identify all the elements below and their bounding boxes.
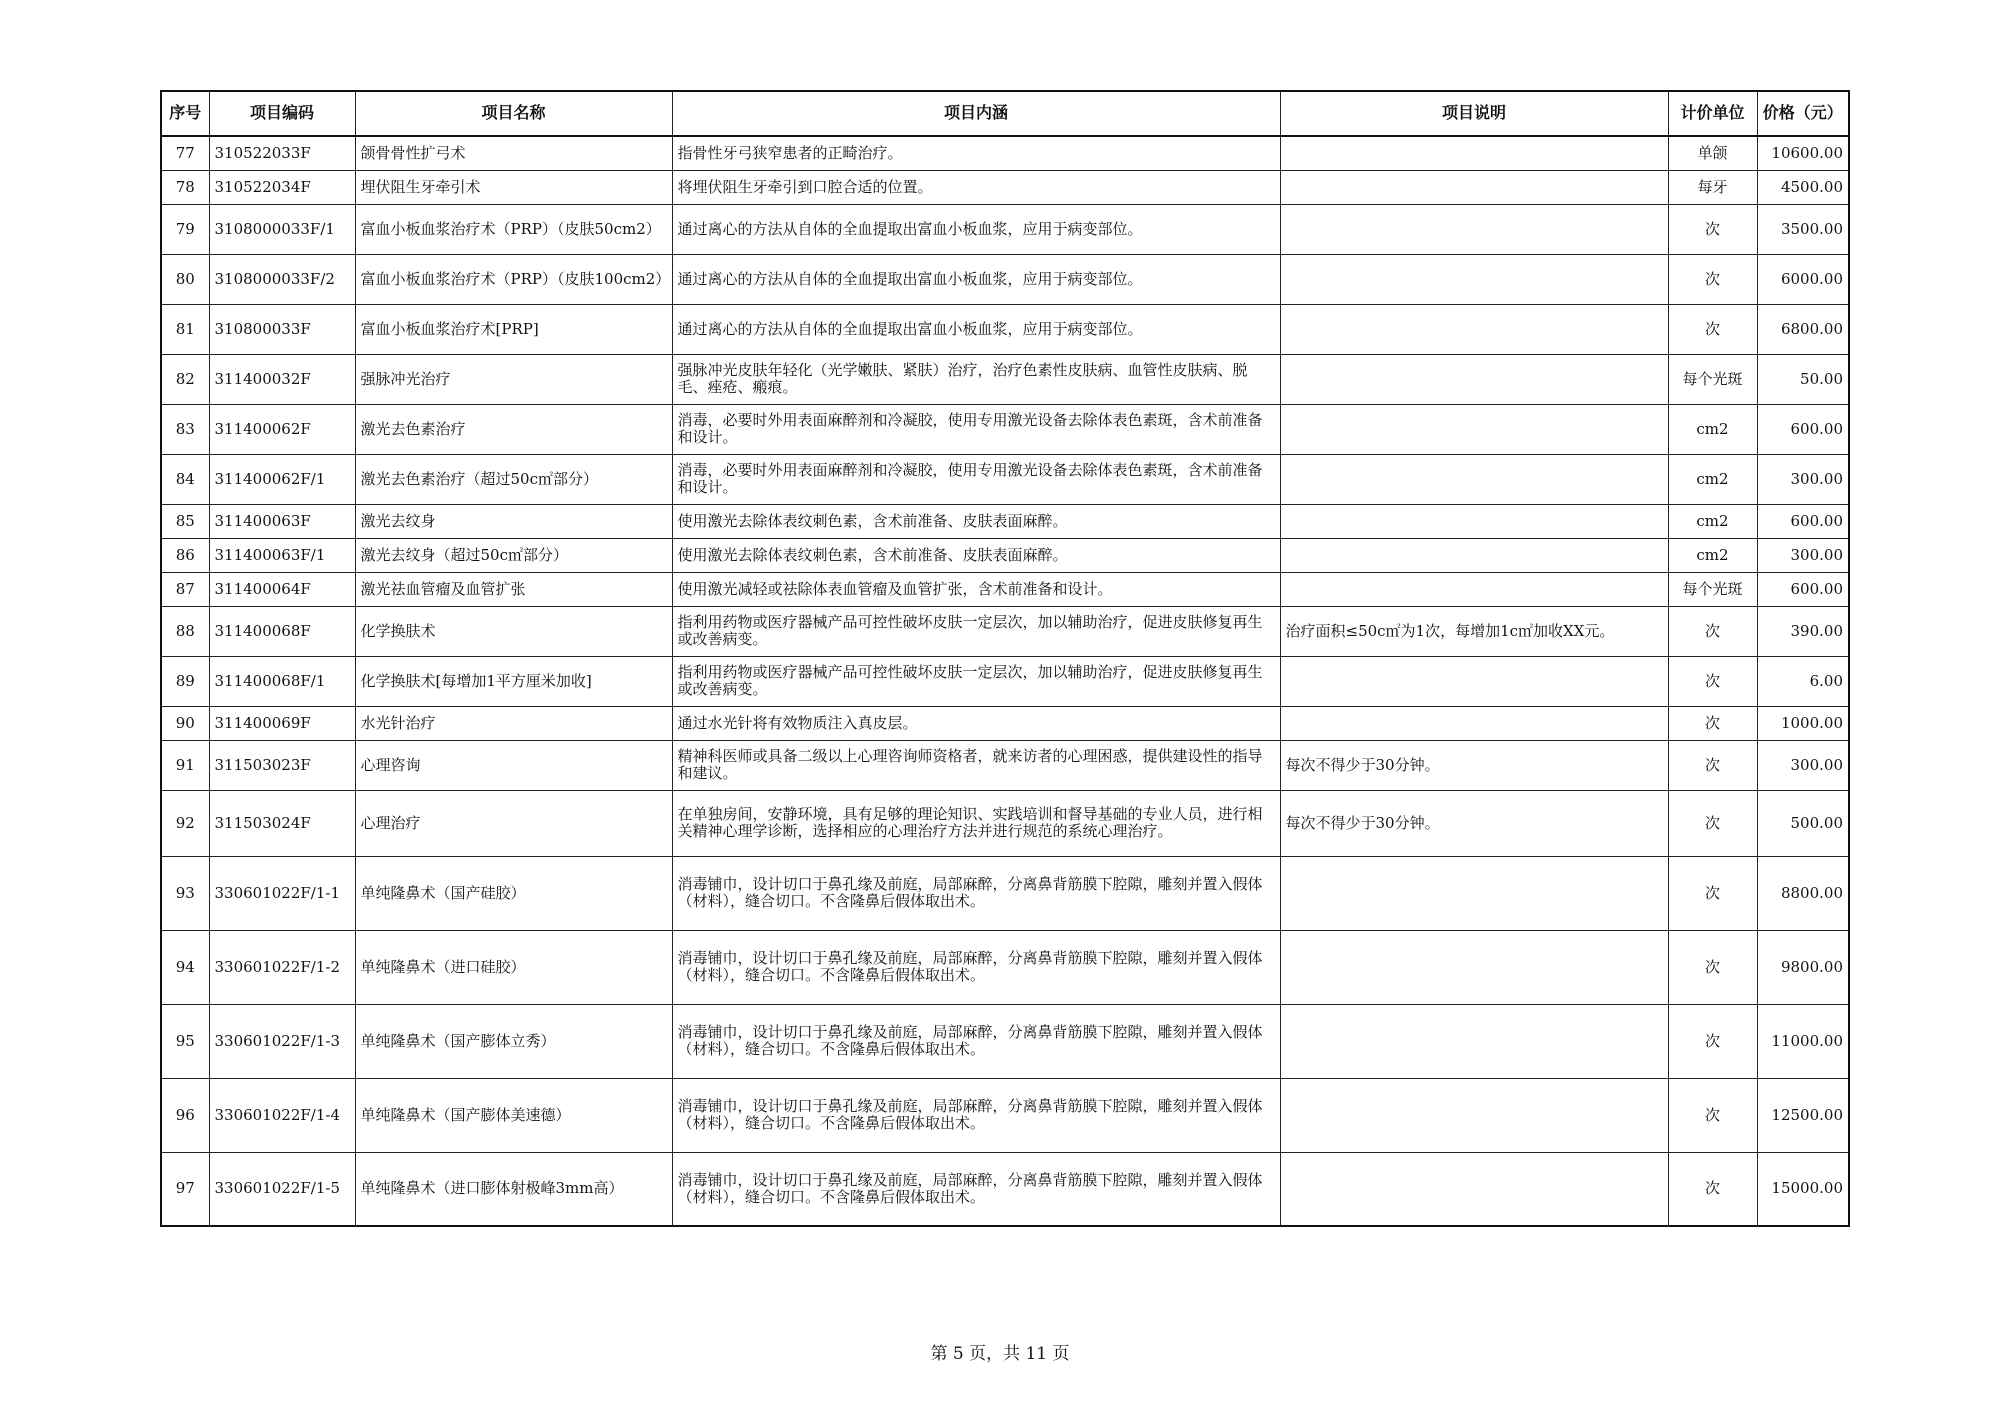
cell-price: 10600.00 xyxy=(1757,136,1849,170)
cell-unit: 次 xyxy=(1668,304,1757,354)
cell-content: 指利用药物或医疗器械产品可控性破坏皮肤一定层次，加以辅助治疗，促进皮肤修复再生或改善病变。 xyxy=(672,656,1280,706)
cell-name: 埋伏阻生牙牵引术 xyxy=(355,170,672,204)
cell-content: 消毒铺巾，设计切口于鼻孔缘及前庭，局部麻醉，分离鼻背筋膜下腔隙，雕刻并置入假体（材料），缝合切口。不含隆鼻后假体取出术。 xyxy=(672,856,1280,930)
cell-name: 单纯隆鼻术（进口膨体射极峰3mm高） xyxy=(355,1152,672,1226)
cell-note: 每次不得少于30分钟。 xyxy=(1280,740,1668,790)
cell-price: 15000.00 xyxy=(1757,1152,1849,1226)
cell-unit: 次 xyxy=(1668,204,1757,254)
cell-content: 指骨性牙弓狭窄患者的正畸治疗。 xyxy=(672,136,1280,170)
cell-name: 水光针治疗 xyxy=(355,706,672,740)
table-row xyxy=(161,656,1849,706)
cell-content: 通过离心的方法从自体的全血提取出富血小板血浆，应用于病变部位。 xyxy=(672,204,1280,254)
cell-note xyxy=(1280,572,1668,606)
cell-price: 12500.00 xyxy=(1757,1078,1849,1152)
table-row xyxy=(161,740,1849,790)
cell-content: 使用激光去除体表纹刺色素，含术前准备、皮肤表面麻醉。 xyxy=(672,504,1280,538)
cell-code: 330601022F/1-4 xyxy=(209,1078,355,1152)
cell-unit: 次 xyxy=(1668,1004,1757,1078)
table-row xyxy=(161,538,1849,572)
cell-name: 化学换肤术 xyxy=(355,606,672,656)
cell-content: 将埋伏阻生牙牵引到口腔合适的位置。 xyxy=(672,170,1280,204)
table-row xyxy=(161,790,1849,856)
cell-note xyxy=(1280,504,1668,538)
cell-content: 消毒铺巾，设计切口于鼻孔缘及前庭，局部麻醉，分离鼻背筋膜下腔隙，雕刻并置入假体（材料），缝合切口。不含隆鼻后假体取出术。 xyxy=(672,1078,1280,1152)
cell-no: 77 xyxy=(161,136,209,170)
cell-no: 97 xyxy=(161,1152,209,1226)
cell-note xyxy=(1280,204,1668,254)
table-row xyxy=(161,170,1849,204)
cell-content: 使用激光去除体表纹刺色素，含术前准备、皮肤表面麻醉。 xyxy=(672,538,1280,572)
header-code: 项目编码 xyxy=(209,91,355,136)
cell-content: 通过离心的方法从自体的全血提取出富血小板血浆，应用于病变部位。 xyxy=(672,254,1280,304)
table-body xyxy=(161,136,1849,1226)
cell-code: 311400062F/1 xyxy=(209,454,355,504)
cell-no: 95 xyxy=(161,1004,209,1078)
table-row xyxy=(161,254,1849,304)
cell-unit: 次 xyxy=(1668,254,1757,304)
cell-code: 330601022F/1-5 xyxy=(209,1152,355,1226)
table-header xyxy=(161,91,1849,136)
cell-content: 通过水光针将有效物质注入真皮层。 xyxy=(672,706,1280,740)
table-row xyxy=(161,1152,1849,1226)
cell-unit: 次 xyxy=(1668,740,1757,790)
cell-no: 83 xyxy=(161,404,209,454)
cell-no: 85 xyxy=(161,504,209,538)
cell-note xyxy=(1280,254,1668,304)
cell-code: 311503024F xyxy=(209,790,355,856)
cell-unit: cm2 xyxy=(1668,504,1757,538)
cell-content: 使用激光减轻或祛除体表血管瘤及血管扩张，含术前准备和设计。 xyxy=(672,572,1280,606)
cell-note xyxy=(1280,538,1668,572)
cell-unit: 次 xyxy=(1668,606,1757,656)
cell-code: 311400064F xyxy=(209,572,355,606)
table-row xyxy=(161,572,1849,606)
header-unit: 计价单位 xyxy=(1668,91,1757,136)
cell-name: 强脉冲光治疗 xyxy=(355,354,672,404)
cell-unit: 次 xyxy=(1668,930,1757,1004)
cell-no: 91 xyxy=(161,740,209,790)
header-row xyxy=(161,91,1849,136)
cell-no: 93 xyxy=(161,856,209,930)
cell-price: 9800.00 xyxy=(1757,930,1849,1004)
cell-unit: 次 xyxy=(1668,1078,1757,1152)
cell-no: 79 xyxy=(161,204,209,254)
cell-unit: 次 xyxy=(1668,706,1757,740)
cell-note xyxy=(1280,354,1668,404)
cell-price: 390.00 xyxy=(1757,606,1849,656)
cell-no: 90 xyxy=(161,706,209,740)
cell-note xyxy=(1280,706,1668,740)
table-row xyxy=(161,454,1849,504)
table-row xyxy=(161,304,1849,354)
cell-note xyxy=(1280,304,1668,354)
cell-note xyxy=(1280,930,1668,1004)
cell-price: 8800.00 xyxy=(1757,856,1849,930)
cell-note xyxy=(1280,856,1668,930)
cell-name: 心理咨询 xyxy=(355,740,672,790)
cell-code: 311400032F xyxy=(209,354,355,404)
cell-no: 82 xyxy=(161,354,209,404)
cell-code: 311503023F xyxy=(209,740,355,790)
table-row xyxy=(161,706,1849,740)
cell-name: 心理治疗 xyxy=(355,790,672,856)
cell-name: 单纯隆鼻术（国产膨体立秀） xyxy=(355,1004,672,1078)
cell-price: 300.00 xyxy=(1757,740,1849,790)
cell-price: 600.00 xyxy=(1757,572,1849,606)
cell-price: 6800.00 xyxy=(1757,304,1849,354)
cell-name: 激光去色素治疗 xyxy=(355,404,672,454)
cell-price: 600.00 xyxy=(1757,404,1849,454)
cell-price: 3500.00 xyxy=(1757,204,1849,254)
cell-no: 87 xyxy=(161,572,209,606)
cell-name: 单纯隆鼻术（进口硅胶） xyxy=(355,930,672,1004)
page-footer: 第 5 页，共 11 页 xyxy=(930,1344,1070,1364)
cell-note xyxy=(1280,170,1668,204)
cell-content: 指利用药物或医疗器械产品可控性破坏皮肤一定层次，加以辅助治疗，促进皮肤修复再生或改善病变。 xyxy=(672,606,1280,656)
cell-content: 强脉冲光皮肤年轻化（光学嫩肤、紧肤）治疗，治疗色素性皮肤病、血管性皮肤病、脱毛、痤疮、瘢痕。 xyxy=(672,354,1280,404)
cell-code: 3108000033F/1 xyxy=(209,204,355,254)
cell-name: 单纯隆鼻术（国产硅胶） xyxy=(355,856,672,930)
header-price: 价格（元） xyxy=(1757,91,1849,136)
table-row xyxy=(161,136,1849,170)
cell-unit: 次 xyxy=(1668,856,1757,930)
price-table xyxy=(160,90,1850,1227)
table-row xyxy=(161,1004,1849,1078)
table-row xyxy=(161,404,1849,454)
cell-name: 颌骨骨性扩弓术 xyxy=(355,136,672,170)
cell-note xyxy=(1280,136,1668,170)
header-name: 项目名称 xyxy=(355,91,672,136)
cell-unit: 次 xyxy=(1668,790,1757,856)
cell-name: 富血小板血浆治疗术（PRP）（皮肤100cm2） xyxy=(355,254,672,304)
cell-no: 84 xyxy=(161,454,209,504)
cell-note xyxy=(1280,1078,1668,1152)
cell-note xyxy=(1280,1152,1668,1226)
cell-unit: 单颌 xyxy=(1668,136,1757,170)
cell-note: 治疗面积≤50c㎡为1次，每增加1c㎡加收XX元。 xyxy=(1280,606,1668,656)
cell-code: 310800033F xyxy=(209,304,355,354)
cell-code: 310522033F xyxy=(209,136,355,170)
table-row xyxy=(161,606,1849,656)
cell-content: 消毒铺巾，设计切口于鼻孔缘及前庭，局部麻醉，分离鼻背筋膜下腔隙，雕刻并置入假体（材料），缝合切口。不含隆鼻后假体取出术。 xyxy=(672,930,1280,1004)
cell-code: 311400069F xyxy=(209,706,355,740)
cell-no: 80 xyxy=(161,254,209,304)
cell-unit: 每个光斑 xyxy=(1668,572,1757,606)
cell-no: 89 xyxy=(161,656,209,706)
table-row xyxy=(161,354,1849,404)
header-content: 项目内涵 xyxy=(672,91,1280,136)
cell-code: 311400068F xyxy=(209,606,355,656)
cell-price: 300.00 xyxy=(1757,454,1849,504)
cell-note xyxy=(1280,656,1668,706)
cell-no: 88 xyxy=(161,606,209,656)
cell-price: 6.00 xyxy=(1757,656,1849,706)
cell-no: 92 xyxy=(161,790,209,856)
cell-code: 330601022F/1-2 xyxy=(209,930,355,1004)
cell-price: 500.00 xyxy=(1757,790,1849,856)
table-row xyxy=(161,504,1849,538)
cell-price: 11000.00 xyxy=(1757,1004,1849,1078)
table-row xyxy=(161,1078,1849,1152)
cell-content: 消毒，必要时外用表面麻醉剂和冷凝胶，使用专用激光设备去除体表色素斑，含术前准备和设计。 xyxy=(672,454,1280,504)
cell-code: 311400062F xyxy=(209,404,355,454)
cell-name: 激光去纹身（超过50c㎡部分） xyxy=(355,538,672,572)
cell-code: 310522034F xyxy=(209,170,355,204)
cell-content: 通过离心的方法从自体的全血提取出富血小板血浆，应用于病变部位。 xyxy=(672,304,1280,354)
table-row xyxy=(161,204,1849,254)
cell-name: 化学换肤术[每增加1平方厘米加收] xyxy=(355,656,672,706)
cell-name: 单纯隆鼻术（国产膨体美速德） xyxy=(355,1078,672,1152)
cell-no: 81 xyxy=(161,304,209,354)
cell-code: 330601022F/1-1 xyxy=(209,856,355,930)
cell-name: 激光祛血管瘤及血管扩张 xyxy=(355,572,672,606)
cell-unit: 每个光斑 xyxy=(1668,354,1757,404)
cell-unit: cm2 xyxy=(1668,454,1757,504)
cell-unit: 次 xyxy=(1668,656,1757,706)
cell-code: 330601022F/1-3 xyxy=(209,1004,355,1078)
cell-name: 富血小板血浆治疗术[PRP] xyxy=(355,304,672,354)
header-no: 序号 xyxy=(161,91,209,136)
cell-price: 6000.00 xyxy=(1757,254,1849,304)
header-note: 项目说明 xyxy=(1280,91,1668,136)
cell-no: 86 xyxy=(161,538,209,572)
cell-code: 311400068F/1 xyxy=(209,656,355,706)
cell-note xyxy=(1280,1004,1668,1078)
cell-content: 消毒铺巾，设计切口于鼻孔缘及前庭，局部麻醉，分离鼻背筋膜下腔隙，雕刻并置入假体（材料），缝合切口。不含隆鼻后假体取出术。 xyxy=(672,1152,1280,1226)
cell-content: 消毒铺巾，设计切口于鼻孔缘及前庭，局部麻醉，分离鼻背筋膜下腔隙，雕刻并置入假体（材料），缝合切口。不含隆鼻后假体取出术。 xyxy=(672,1004,1280,1078)
cell-price: 50.00 xyxy=(1757,354,1849,404)
table-row xyxy=(161,930,1849,1004)
cell-no: 94 xyxy=(161,930,209,1004)
cell-code: 311400063F xyxy=(209,504,355,538)
cell-no: 78 xyxy=(161,170,209,204)
table-row xyxy=(161,856,1849,930)
cell-note: 每次不得少于30分钟。 xyxy=(1280,790,1668,856)
cell-note xyxy=(1280,404,1668,454)
cell-name: 激光去纹身 xyxy=(355,504,672,538)
cell-unit: cm2 xyxy=(1668,538,1757,572)
cell-note xyxy=(1280,454,1668,504)
cell-content: 在单独房间，安静环境，具有足够的理论知识、实践培训和督导基础的专业人员，进行相关精神心理学诊断，选择相应的心理治疗方法并进行规范的系统心理治疗。 xyxy=(672,790,1280,856)
cell-content: 消毒，必要时外用表面麻醉剂和冷凝胶，使用专用激光设备去除体表色素斑，含术前准备和设计。 xyxy=(672,404,1280,454)
cell-content: 精神科医师或具备二级以上心理咨询师资格者，就来访者的心理困惑，提供建设性的指导和建议。 xyxy=(672,740,1280,790)
cell-unit: cm2 xyxy=(1668,404,1757,454)
cell-name: 富血小板血浆治疗术（PRP）（皮肤50cm2） xyxy=(355,204,672,254)
cell-unit: 每牙 xyxy=(1668,170,1757,204)
cell-price: 1000.00 xyxy=(1757,706,1849,740)
cell-unit: 次 xyxy=(1668,1152,1757,1226)
cell-price: 600.00 xyxy=(1757,504,1849,538)
cell-name: 激光去色素治疗（超过50c㎡部分） xyxy=(355,454,672,504)
cell-no: 96 xyxy=(161,1078,209,1152)
cell-price: 300.00 xyxy=(1757,538,1849,572)
cell-price: 4500.00 xyxy=(1757,170,1849,204)
cell-code: 3108000033F/2 xyxy=(209,254,355,304)
cell-code: 311400063F/1 xyxy=(209,538,355,572)
